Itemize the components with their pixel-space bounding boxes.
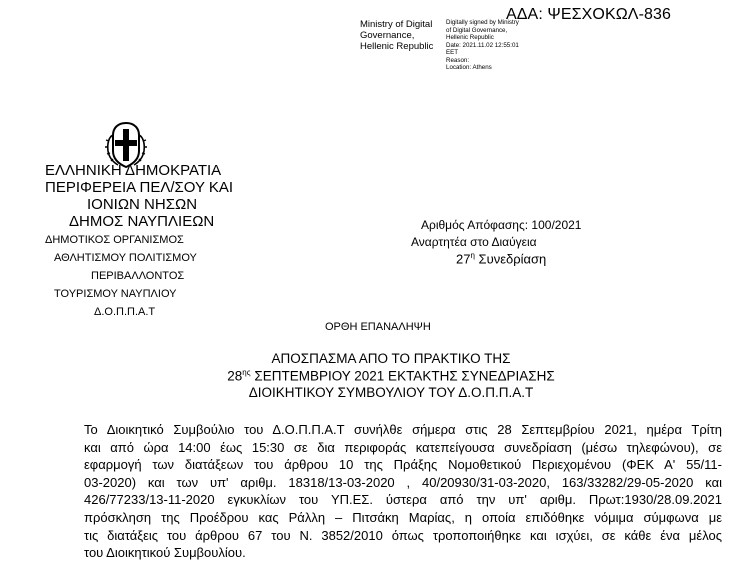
- signer-line: Hellenic Republic: [360, 41, 434, 52]
- signature-detail-line: Hellenic Republic: [446, 34, 494, 41]
- header-line: ΕΛΛΗΝΙΚΗ ΔΗΜΟΚΡΑΤΙΑ: [45, 162, 222, 179]
- signature-detail-line: EET: [446, 49, 459, 56]
- body-line: τις διατάξεις του άρθρου 67 του Ν. 3852/2010 όπως τροποποιήθηκε και ισχύει, σε κάθε ένα μέλος: [84, 527, 722, 543]
- title-line-2: [16, 368, 750, 384]
- session-sup: η: [470, 251, 475, 260]
- body-line: 426/77233/13-11-2020 εγκυκλίων του ΥΠ.ΕΣ. ύστερα από την υπ' αριθμ. Πρωτ:1930/28.09.2021: [84, 492, 722, 508]
- title-line-3: ΔΙΟΙΚΗΤΙΚΟΥ ΣΥΜΒΟΥΛΙΟΥ ΤΟΥ Δ.Ο.Π.Π.Α.Τ: [248, 385, 534, 400]
- signature-detail-line: Digitally signed by Ministry: [446, 19, 519, 26]
- decision-number: Αριθμός Απόφασης: 100/2021: [421, 218, 582, 232]
- organization-line: ΠΕΡΙΒΑΛΛΟΝΤΟΣ: [91, 270, 185, 282]
- organization-line: ΔΗΜΟΤΙΚΟΣ ΟΡΓΑΝΙΣΜΟΣ: [45, 234, 184, 246]
- title-day: 28: [227, 368, 243, 384]
- body-line: του Διοικητικού Συμβουλίου.: [84, 545, 246, 561]
- title-line-1: ΑΠΟΣΠΑΣΜΑ ΑΠΟ ΤΟ ΠΡΑΚΤΙΚΟ ΤΗΣ: [271, 351, 511, 366]
- title-date-rest: ΣΕΠΤΕΜΒΡΙΟΥ 2021 ΕΚΤΑΚΤΗΣ ΣΥΝΕΔΡΙΑΣΗΣ: [250, 368, 555, 384]
- signature-detail-line: Date: 2021.11.02 12:55:01: [446, 41, 519, 49]
- session-num: 27: [456, 251, 471, 267]
- signature-detail-line: Reason:: [446, 56, 470, 64]
- body-line: 03-2020) και των υπ' αριθμ. 18318/13-03-2020 , 40/20930/31-03-2020, 163/33282/29-05-2020 και: [84, 474, 722, 490]
- title-day-sup: ης: [242, 368, 251, 377]
- organization-line: ΤΟΥΡΙΣΜΟΥ ΝΑΥΠΛΙΟΥ: [54, 288, 177, 300]
- ada-code: ΑΔΑ: ΨΕΣΧΟΚΩΛ-836: [506, 6, 672, 23]
- body-line: και από ώρα 14:00 έως 15:30 σε δια περιφοράς κατεπείγουσα συνεδρίαση (μέσω τηλεφώνου), σε: [84, 439, 722, 455]
- signer-line: Governance,: [360, 30, 415, 41]
- signature-signer: [360, 19, 433, 52]
- organization-line: ΑΘΛΗΤΙΣΜΟΥ ΠΟΛΙΤΙΣΜΟΥ: [54, 252, 197, 264]
- header-line: ΔΗΜΟΣ ΝΑΥΠΛΙΕΩΝ: [69, 213, 215, 230]
- session-word: Συνεδρίαση: [478, 251, 547, 267]
- organization-line: Δ.Ο.Π.Π.Α.Τ: [94, 306, 156, 318]
- signature-detail-line: Location: Athens: [446, 64, 492, 71]
- body-line: πρόσκληση της Προέδρου κας Ράλλη – Πιτσάκη Μαρίας, η οποία επιδόθηκε νόμιμα σύμφωνα με: [84, 509, 722, 525]
- correction-label: ΟΡΘΗ ΕΠΑΝΑΛΗΨΗ: [325, 321, 431, 333]
- body-line: Το Διοικητικό Συμβούλιο του Δ.Ο.Π.Π.Α.Τ συνήλθε σήμερα στις 28 Σεπτεμβρίου 2021, ημέρα Τρίτη: [84, 422, 722, 437]
- posted-diavgeia: Αναρτητέα στο Διαύγεια: [411, 235, 537, 249]
- header-line: ΙΟΝΙΩΝ ΝΗΣΩΝ: [87, 196, 198, 213]
- signature-detail-line: of Digital Governance,: [446, 26, 508, 34]
- body-line: εφαρμογή των διατάξεων του άρθρου 10 της Πράξης Νομοθετικού Περιεχομένου (ΦΕΚ Α' 55/11-: [84, 457, 722, 473]
- signer-line: Ministry of Digital: [360, 19, 433, 30]
- header-line: ΠΕΡΙΦΕΡΕΙΑ ΠΕΛ/ΣΟΥ ΚΑΙ: [45, 179, 234, 196]
- signature-details: [446, 19, 519, 72]
- body-paragraph: [84, 421, 722, 562]
- session-number: [456, 251, 546, 266]
